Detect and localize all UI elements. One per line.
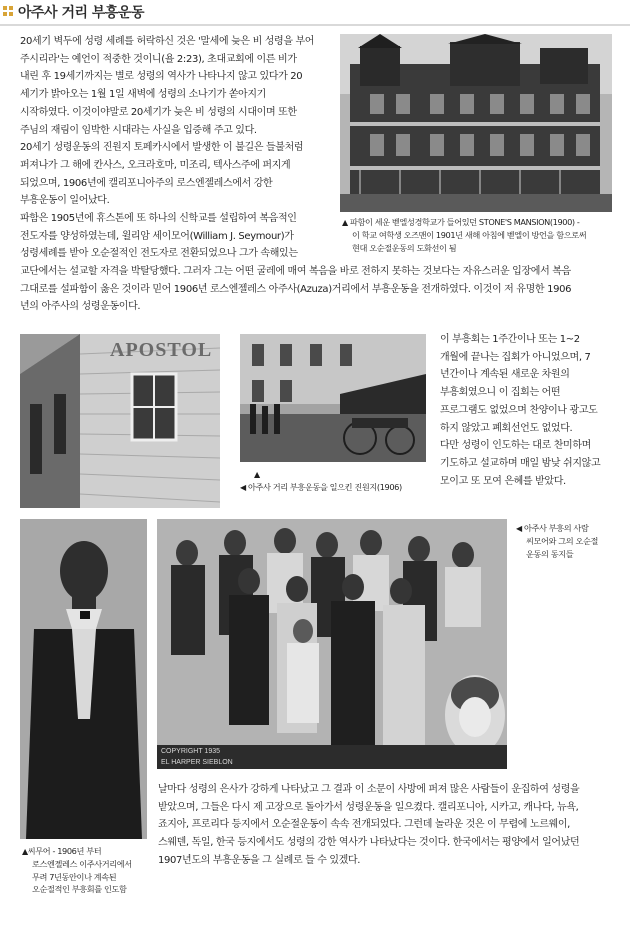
intro-paragraph (20, 33, 340, 263)
caption-line: 운동의 동지들 (526, 548, 574, 559)
text-line: 년의 아주사의 성령운동이다. (20, 301, 141, 313)
caption-line: 아주사 부흥의 사람 (523, 523, 589, 533)
page-title: 아주사 거리 부흥운동 (18, 5, 144, 21)
text-line: 성령세례를 받아 오순절적인 전도자로 전환되었으나 그가 속해있는 (20, 248, 298, 260)
seymour-portrait-photo (20, 519, 147, 839)
azusa-group-photo (157, 519, 507, 769)
text-line: 하지 않았고 폐회선언도 없었다. (440, 422, 573, 434)
up-triangle-icon: ▲ (22, 847, 28, 856)
copyright-line: EL HARPER SIEBLON (161, 759, 233, 766)
text-line: 주님의 재림이 임박한 시대라는 사실을 입증해 주고 있다. (20, 124, 257, 136)
text-line: 퍼져나가 그 해에 칸사스, 오크라호마, 미조리, 텍사스주에 퍼지게 (20, 159, 291, 171)
page-header (0, 0, 630, 27)
seymour-caption (22, 845, 172, 896)
text-line: 1907년도의 부흥운동을 그 실례로 들 수 있겠다. (158, 854, 361, 866)
text-line: 프로그램도 없었으며 찬양이나 광고도 (440, 404, 598, 416)
grid-bullet-icon (3, 6, 14, 17)
text-line: 다만 성령이 인도하는 대로 찬미하며 (440, 440, 591, 452)
text-line: 부흥운동이 일어났다. (20, 195, 110, 207)
text-line: 죠지아, 프로리다 등지에서 오순절운동이 속속 전개되었다. 그런데 놀라운 것은 이 무렵에 노르웨이, (158, 819, 571, 831)
up-triangle-icon: ▲ (342, 218, 348, 227)
text-line: 세기가 밝아오는 1월 1일 새벽에 성령의 소나기가 쏟아지기 (20, 89, 266, 101)
caption-line: 아주사 거리 부흥운동을 일으킨 진원지(1906) (247, 482, 402, 493)
text-line: 기도하고 설교하며 매일 밤낮 쉬지않고 (440, 457, 601, 469)
stones-mansion-caption (342, 216, 614, 254)
text-line: 모이고 또 모여 은혜를 받았다. (440, 475, 566, 487)
text-line: 내린 후 19세기까지는 별로 성령의 역사가 나타나지 않고 있다가 20 (20, 71, 303, 83)
caption-line: 로스엔젤레스 이주사거리에서 (32, 859, 132, 870)
bottom-paragraph (158, 781, 618, 870)
text-line: 전도자를 양성하였는데, 윌리암 세이모어(William J. Seymour)가 (20, 230, 294, 242)
caption-line: 씨모어와 그의 오순절 (526, 536, 598, 547)
text-line: 개월에 끝나는 집회가 아니었으며, 7 (440, 351, 591, 363)
text-line: 날마다 성령의 은사가 강하게 나타났고 그 결과 이 소문이 사방에 퍼져 많은 사람들이 운집하여 성령을 (158, 784, 580, 795)
text-line: 교단에서는 설교할 자격을 박탈당했다. 그러자 그는 어떤 굴레에 매여 복음을 바로 전하지 못하는 것보다는 자유스러운 입장에서 복음 (20, 266, 571, 277)
azusa-people-caption (516, 522, 626, 560)
caption-line: 현대 오순절운동의 도화선이 됨 (352, 242, 457, 253)
up-triangle-icon: ▲ (254, 470, 260, 479)
text-line: 이 부흥회는 1주간이나 또는 1~2 (440, 334, 580, 345)
header-divider (0, 24, 630, 26)
text-line: 시작하였다. 이것이야말로 20세기가 늦은 비 성령의 시대이며 또한 (20, 106, 297, 118)
apostolic-building-photo (20, 334, 220, 508)
azusa-street-photo (240, 334, 426, 462)
left-triangle-icon: ◀ (240, 483, 246, 493)
text-line: 그대로를 설파함이 옳은 것이라 믿어 1906년 로스엔젤레스 아주사(Azuza)거리에서 부흥운동을 전개하였다. 이것이 저 유명한 1906 (20, 283, 572, 295)
caption-line: 무려 7년동안이나 계속된 (32, 871, 117, 882)
full-paragraph (20, 263, 620, 316)
text-line: 주시리라'는 예언이 적중한 것이니(욜 2:23), 초대교회에 이른 비가 (20, 53, 297, 65)
text-line: 년간이나 계속된 새로운 차원의 (440, 369, 570, 381)
stones-mansion-photo (340, 34, 612, 212)
text-line: 되었으며, 1906년에 캘리포니아주의 로스엔젤레스에서 강한 (20, 177, 273, 189)
side-paragraph (440, 331, 620, 490)
caption-line: 파함이 세운 벧엘성경학교가 들어있던 STONE'S MANSION(1900) - (349, 217, 580, 227)
azusa-origin-caption (240, 468, 440, 495)
left-triangle-icon: ◀ (516, 524, 522, 533)
text-line: 스웨덴, 독일, 한국 등지에서도 성령의 강한 역사가 나타났다는 것이다. 한국에서는 평양에서 일어났던 (158, 837, 580, 849)
caption-line: 이 학교 여학생 오즈맨이 1901년 새해 아침에 벧엘이 방언을 함으로써 (352, 230, 587, 241)
copyright-line: COPYRIGHT 1935 (161, 748, 221, 755)
text-line: 파함은 1905년에 휴스톤에 또 하나의 신학교를 설립하여 복음적인 (20, 213, 297, 225)
apostolic-sign-text: APOSTOL (110, 339, 213, 361)
text-line: 받았으며, 그들은 다시 제 고장으로 돌아가서 성령운동을 일으켰다. 캘리포니아, 시카고, 캐나다, 뉴욕, (158, 801, 579, 813)
text-line: 20세기 벽두에 성령 세례를 허락하신 것은 '말세에 늦은 비 성령을 부어 (20, 36, 315, 47)
caption-line: 오순절적인 부흥회를 인도함 (32, 884, 127, 895)
text-line: 부흥회였으니 이 집회는 어떤 (440, 387, 561, 399)
text-line: 20세기 성령운동의 진원지 토페카시에서 발생한 이 불길은 들불처럼 (20, 142, 304, 154)
caption-line: 씨무어 - 1906년 부터 (27, 846, 102, 856)
